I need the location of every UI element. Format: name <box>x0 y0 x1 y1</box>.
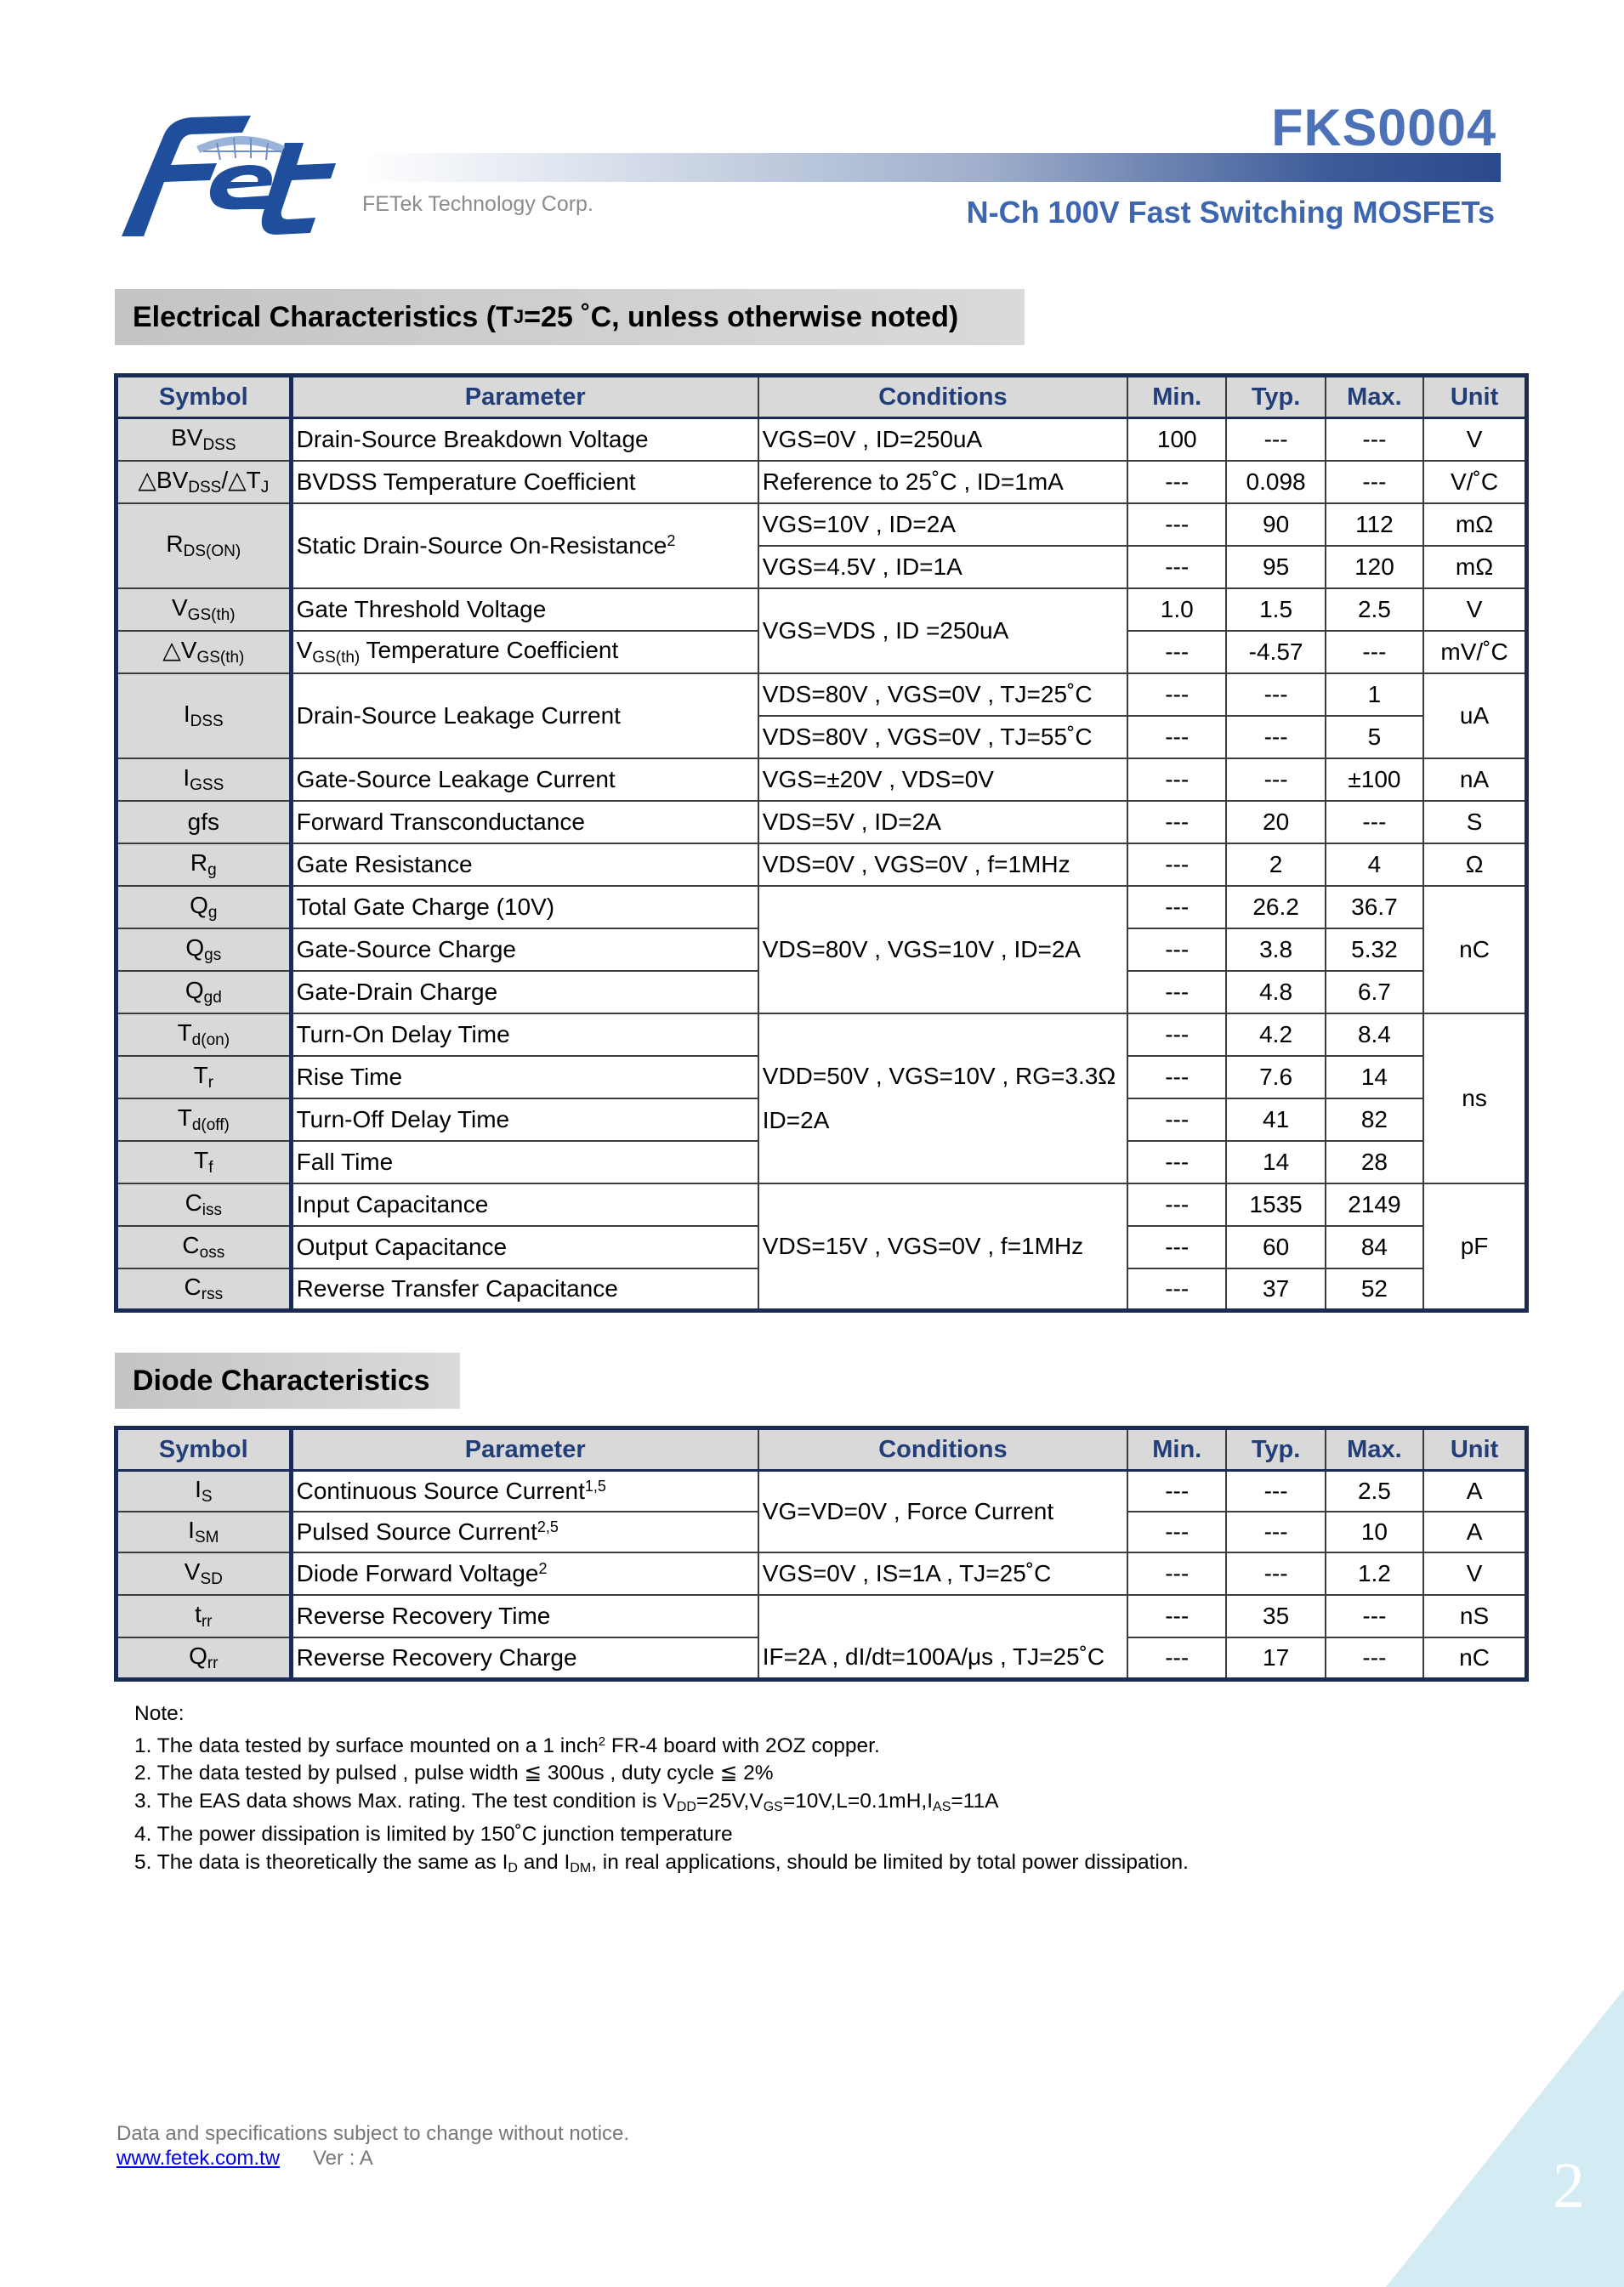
min-cell: --- <box>1127 843 1226 886</box>
table-row <box>116 418 1527 461</box>
typ-cell: 37 <box>1226 1268 1325 1311</box>
table-row <box>116 758 1527 801</box>
symbol-cell: $Q_{rr}$ <box>116 1637 292 1680</box>
notes-block <box>134 1700 1189 1882</box>
symbol-cell: $V_{SD}$ <box>116 1552 292 1595</box>
typ-cell: 60 <box>1226 1226 1325 1268</box>
min-cell: 100 <box>1127 418 1226 461</box>
parameter-cell: Total Gate Charge (10V) <box>291 886 758 928</box>
symbol-cell: $\triangle BV_{DSS}/\triangle T_J$ <box>116 461 292 503</box>
symbol-cell: $C_{rss}$ <box>116 1268 292 1311</box>
table-row <box>116 1471 1527 1512</box>
symbol-cell: $T_r$ <box>116 1056 292 1098</box>
parameter-cell: Pulsed Source Current$^{2,5}$ <box>291 1512 758 1552</box>
unit-cell: mΩ <box>1423 503 1526 546</box>
max-cell: --- <box>1326 418 1423 461</box>
unit-cell: V <box>1423 1552 1526 1595</box>
symbol-cell: $Q_{gd}$ <box>116 971 292 1013</box>
max-cell: 84 <box>1326 1226 1423 1268</box>
min-cell: --- <box>1127 716 1226 758</box>
col-header-min: Min. <box>1127 376 1226 418</box>
min-cell: --- <box>1127 1098 1226 1141</box>
parameter-cell: Turn-On Delay Time <box>291 1013 758 1056</box>
symbol-cell: $C_{iss}$ <box>116 1183 292 1226</box>
typ-cell: 0.098 <box>1226 461 1325 503</box>
parameter-cell: Gate-Source Leakage Current <box>291 758 758 801</box>
max-cell: --- <box>1326 631 1423 673</box>
symbol-cell: $I_{SM}$ <box>116 1512 292 1552</box>
parameter-cell: Reverse Transfer Capacitance <box>291 1268 758 1311</box>
unit-cell: A <box>1423 1512 1526 1552</box>
max-cell: 8.4 <box>1326 1013 1423 1056</box>
max-cell: ±100 <box>1326 758 1423 801</box>
max-cell: 6.7 <box>1326 971 1423 1013</box>
max-cell: 10 <box>1326 1512 1423 1552</box>
min-cell: --- <box>1127 1552 1226 1595</box>
min-cell: --- <box>1127 1637 1226 1680</box>
typ-cell: --- <box>1226 418 1325 461</box>
min-cell: --- <box>1127 1512 1226 1552</box>
typ-cell: 2 <box>1226 843 1325 886</box>
parameter-cell: Drain-Source Breakdown Voltage <box>291 418 758 461</box>
min-cell: 1.0 <box>1127 588 1226 631</box>
col-header-typ: Typ. <box>1226 376 1325 418</box>
table-row <box>116 503 1527 546</box>
min-cell: --- <box>1127 1141 1226 1183</box>
max-cell: 2.5 <box>1326 1471 1423 1512</box>
typ-cell: 4.8 <box>1226 971 1325 1013</box>
parameter-cell: Output Capacitance <box>291 1226 758 1268</box>
symbol-cell: $R_g$ <box>116 843 292 886</box>
parameter-cell: BVDSS Temperature Coefficient <box>291 461 758 503</box>
electrical-characteristics-table <box>114 373 1529 1313</box>
typ-cell: 95 <box>1226 546 1325 588</box>
min-cell: --- <box>1127 758 1226 801</box>
symbol-cell: $T_{d(on)}$ <box>116 1013 292 1056</box>
col-header-unit: Unit <box>1423 376 1526 418</box>
symbol-cell: $BV_{DSS}$ <box>116 418 292 461</box>
col-header-max: Max. <box>1326 376 1423 418</box>
page-number: 2 <box>1553 2150 1585 2222</box>
parameter-cell: Rise Time <box>291 1056 758 1098</box>
max-cell: 112 <box>1326 503 1423 546</box>
col-header-conditions: Conditions <box>758 376 1127 418</box>
max-cell: 1 <box>1326 673 1423 716</box>
min-cell: --- <box>1127 1471 1226 1512</box>
symbol-cell: $t_{rr}$ <box>116 1595 292 1637</box>
typ-cell: 26.2 <box>1226 886 1325 928</box>
unit-cell: S <box>1423 801 1526 843</box>
max-cell: 14 <box>1326 1056 1423 1098</box>
conditions-cell: VGS=0V , ID=250uA <box>758 418 1127 461</box>
max-cell: 5.32 <box>1326 928 1423 971</box>
typ-cell: --- <box>1226 1471 1325 1512</box>
min-cell: --- <box>1127 971 1226 1013</box>
max-cell: --- <box>1326 1595 1423 1637</box>
max-cell: 1.2 <box>1326 1552 1423 1595</box>
typ-cell: -4.57 <box>1226 631 1325 673</box>
notes-title: Note: <box>134 1702 185 1725</box>
typ-cell: 1535 <box>1226 1183 1325 1226</box>
table-row <box>116 1595 1527 1637</box>
max-cell: 4 <box>1326 843 1423 886</box>
max-cell: 2.5 <box>1326 588 1423 631</box>
symbol-cell: $T_{d(off)}$ <box>116 1098 292 1141</box>
min-cell: --- <box>1127 1595 1226 1637</box>
min-cell: --- <box>1127 801 1226 843</box>
parameter-cell: Input Capacitance <box>291 1183 758 1226</box>
conditions-cell: VDS=80V , VGS=10V , ID=2A <box>758 886 1127 1013</box>
table-row <box>116 886 1527 928</box>
parameter-cell: Fall Time <box>291 1141 758 1183</box>
unit-cell: V/˚C <box>1423 461 1526 503</box>
min-cell: --- <box>1127 1183 1226 1226</box>
conditions-cell: VG=VD=0V , Force Current <box>758 1471 1127 1552</box>
footer-disclaimer: Data and specifications subject to change without notice. <box>116 2122 630 2145</box>
min-cell: --- <box>1127 503 1226 546</box>
min-cell: --- <box>1127 928 1226 971</box>
table-row <box>116 673 1527 716</box>
unit-cell: ns <box>1423 1013 1526 1183</box>
col-header-symbol: Symbol <box>116 1428 292 1471</box>
version-label: Ver : A <box>313 2147 373 2170</box>
unit-cell: Ω <box>1423 843 1526 886</box>
parameter-cell: Reverse Recovery Time <box>291 1595 758 1637</box>
product-description: N-Ch 100V Fast Switching MOSFETs <box>966 195 1495 230</box>
conditions-cell: Reference to 25˚C , ID=1mA <box>758 461 1127 503</box>
max-cell: 2149 <box>1326 1183 1423 1226</box>
parameter-cell: Continuous Source Current$^{1,5}$ <box>291 1471 758 1512</box>
typ-cell: 35 <box>1226 1595 1325 1637</box>
min-cell: --- <box>1127 886 1226 928</box>
typ-cell: --- <box>1226 1552 1325 1595</box>
conditions-cell: VDD=50V , VGS=10V , RG=3.3Ω ID=2A <box>758 1013 1127 1183</box>
col-header-symbol: Symbol <box>116 376 292 418</box>
typ-cell: 14 <box>1226 1141 1325 1183</box>
table-header-row <box>116 376 1527 418</box>
table-row <box>116 1552 1527 1595</box>
typ-cell: 4.2 <box>1226 1013 1325 1056</box>
parameter-cell: Gate-Drain Charge <box>291 971 758 1013</box>
table-header-row <box>116 1428 1527 1471</box>
conditions-cell: VDS=15V , VGS=0V , f=1MHz <box>758 1183 1127 1311</box>
table-row <box>116 588 1527 631</box>
parameter-cell: Drain-Source Leakage Current <box>291 673 758 758</box>
max-cell: 5 <box>1326 716 1423 758</box>
unit-cell: mV/˚C <box>1423 631 1526 673</box>
parameter-cell: Diode Forward Voltage$^2$ <box>291 1552 758 1595</box>
conditions-cell: VGS=10V , ID=2A <box>758 503 1127 546</box>
max-cell: 52 <box>1326 1268 1423 1311</box>
note-2: 2. The data tested by pulsed , pulse width ≦ 300us , duty cycle ≦ 2% <box>134 1762 774 1785</box>
typ-cell: 1.5 <box>1226 588 1325 631</box>
col-header-parameter: Parameter <box>291 1428 758 1471</box>
symbol-cell: gfs <box>116 801 292 843</box>
note-4: 4. The power dissipation is limited by 150˚C junction temperature <box>134 1823 733 1846</box>
col-header-parameter: Parameter <box>291 376 758 418</box>
parameter-cell: Gate Resistance <box>291 843 758 886</box>
typ-cell: 3.8 <box>1226 928 1325 971</box>
col-header-max: Max. <box>1326 1428 1423 1471</box>
unit-cell: V <box>1423 588 1526 631</box>
col-header-min: Min. <box>1127 1428 1226 1471</box>
symbol-cell: $R_{DS(ON)}$ <box>116 503 292 588</box>
unit-cell: nS <box>1423 1595 1526 1637</box>
table-row <box>116 801 1527 843</box>
note-3: 3. The EAS data shows Max. rating. The test condition is $V_{DD}=25V,V_{GS}=10V,L=0.1mH,I_{AS}=11A$ <box>134 1789 999 1814</box>
corner-decoration <box>1386 1989 1624 2287</box>
conditions-cell: VGS=±20V , VDS=0V <box>758 758 1127 801</box>
symbol-cell: $C_{oss}$ <box>116 1226 292 1268</box>
max-cell: --- <box>1326 1637 1423 1680</box>
fet-logo <box>115 109 353 245</box>
parameter-cell: Static Drain-Source On-Resistance$^2$ <box>291 503 758 588</box>
diode-characteristics-table <box>114 1426 1529 1682</box>
conditions-cell: VGS=VDS , ID =250uA <box>758 588 1127 673</box>
min-cell: --- <box>1127 631 1226 673</box>
conditions-cell: VDS=80V , VGS=0V , TJ=55˚C <box>758 716 1127 758</box>
max-cell: 36.7 <box>1326 886 1423 928</box>
unit-cell: uA <box>1423 673 1526 758</box>
min-cell: --- <box>1127 1056 1226 1098</box>
max-cell: 82 <box>1326 1098 1423 1141</box>
symbol-cell: $Q_{gs}$ <box>116 928 292 971</box>
unit-cell: A <box>1423 1471 1526 1512</box>
header-gradient-bar <box>361 153 1501 182</box>
table-row <box>116 461 1527 503</box>
typ-cell: --- <box>1226 1512 1325 1552</box>
symbol-cell: $Q_g$ <box>116 886 292 928</box>
parameter-cell: Gate Threshold Voltage <box>291 588 758 631</box>
conditions-cell: VGS=0V , IS=1A , TJ=25˚C <box>758 1552 1127 1595</box>
symbol-cell: $\triangle V_{GS(th)}$ <box>116 631 292 673</box>
unit-cell: mΩ <box>1423 546 1526 588</box>
max-cell: 28 <box>1326 1141 1423 1183</box>
table-row <box>116 843 1527 886</box>
section-heading-diode: Diode Characteristics <box>115 1353 460 1409</box>
conditions-cell: IF=2A , dI/dt=100A/μs , TJ=25˚C <box>758 1595 1127 1680</box>
website-link[interactable]: www.fetek.com.tw <box>116 2147 281 2170</box>
col-header-conditions: Conditions <box>758 1428 1127 1471</box>
max-cell: --- <box>1326 801 1423 843</box>
symbol-cell: $T_f$ <box>116 1141 292 1183</box>
conditions-cell: VDS=80V , VGS=0V , TJ=25˚C <box>758 673 1127 716</box>
col-header-typ: Typ. <box>1226 1428 1325 1471</box>
section-heading-electrical: Electrical Characteristics (T J =25 ˚C, unless otherwise noted) <box>115 289 1025 345</box>
part-number: FKS0004 <box>1271 99 1496 156</box>
max-cell: --- <box>1326 461 1423 503</box>
symbol-cell: $V_{GS(th)}$ <box>116 588 292 631</box>
conditions-cell: VDS=0V , VGS=0V , f=1MHz <box>758 843 1127 886</box>
parameter-cell: Forward Transconductance <box>291 801 758 843</box>
max-cell: 120 <box>1326 546 1423 588</box>
min-cell: --- <box>1127 461 1226 503</box>
min-cell: --- <box>1127 1013 1226 1056</box>
table-row <box>116 1183 1527 1226</box>
company-name: FETek Technology Corp. <box>362 192 593 216</box>
unit-cell: nA <box>1423 758 1526 801</box>
unit-cell: pF <box>1423 1183 1526 1311</box>
note-1: 1. The data tested by surface mounted on a 1 inch$^2$ FR-4 board with 2OZ copper. <box>134 1734 880 1757</box>
min-cell: --- <box>1127 546 1226 588</box>
min-cell: --- <box>1127 1226 1226 1268</box>
min-cell: --- <box>1127 1268 1226 1311</box>
typ-cell: --- <box>1226 716 1325 758</box>
typ-cell: 41 <box>1226 1098 1325 1141</box>
parameter-cell: Turn-Off Delay Time <box>291 1098 758 1141</box>
note-5: 5. The data is theoretically the same as $I_D$ and $I_{DM}$, in real applications, should be limited by total power dissipation. <box>134 1850 1189 1876</box>
conditions-cell: VDS=5V , ID=2A <box>758 801 1127 843</box>
typ-cell: 90 <box>1226 503 1325 546</box>
min-cell: --- <box>1127 673 1226 716</box>
parameter-cell: Gate-Source Charge <box>291 928 758 971</box>
conditions-cell: VGS=4.5V , ID=1A <box>758 546 1127 588</box>
symbol-cell: $I_{GSS}$ <box>116 758 292 801</box>
unit-cell: nC <box>1423 886 1526 1013</box>
unit-cell: nC <box>1423 1637 1526 1680</box>
typ-cell: --- <box>1226 673 1325 716</box>
symbol-cell: $I_S$ <box>116 1471 292 1512</box>
col-header-unit: Unit <box>1423 1428 1526 1471</box>
parameter-cell: Reverse Recovery Charge <box>291 1637 758 1680</box>
table-row <box>116 1013 1527 1056</box>
typ-cell: 7.6 <box>1226 1056 1325 1098</box>
typ-cell: 20 <box>1226 801 1325 843</box>
parameter-cell: $V_{GS(th)}$ Temperature Coefficient <box>291 631 758 673</box>
typ-cell: --- <box>1226 758 1325 801</box>
unit-cell: V <box>1423 418 1526 461</box>
typ-cell: 17 <box>1226 1637 1325 1680</box>
symbol-cell: $I_{DSS}$ <box>116 673 292 758</box>
